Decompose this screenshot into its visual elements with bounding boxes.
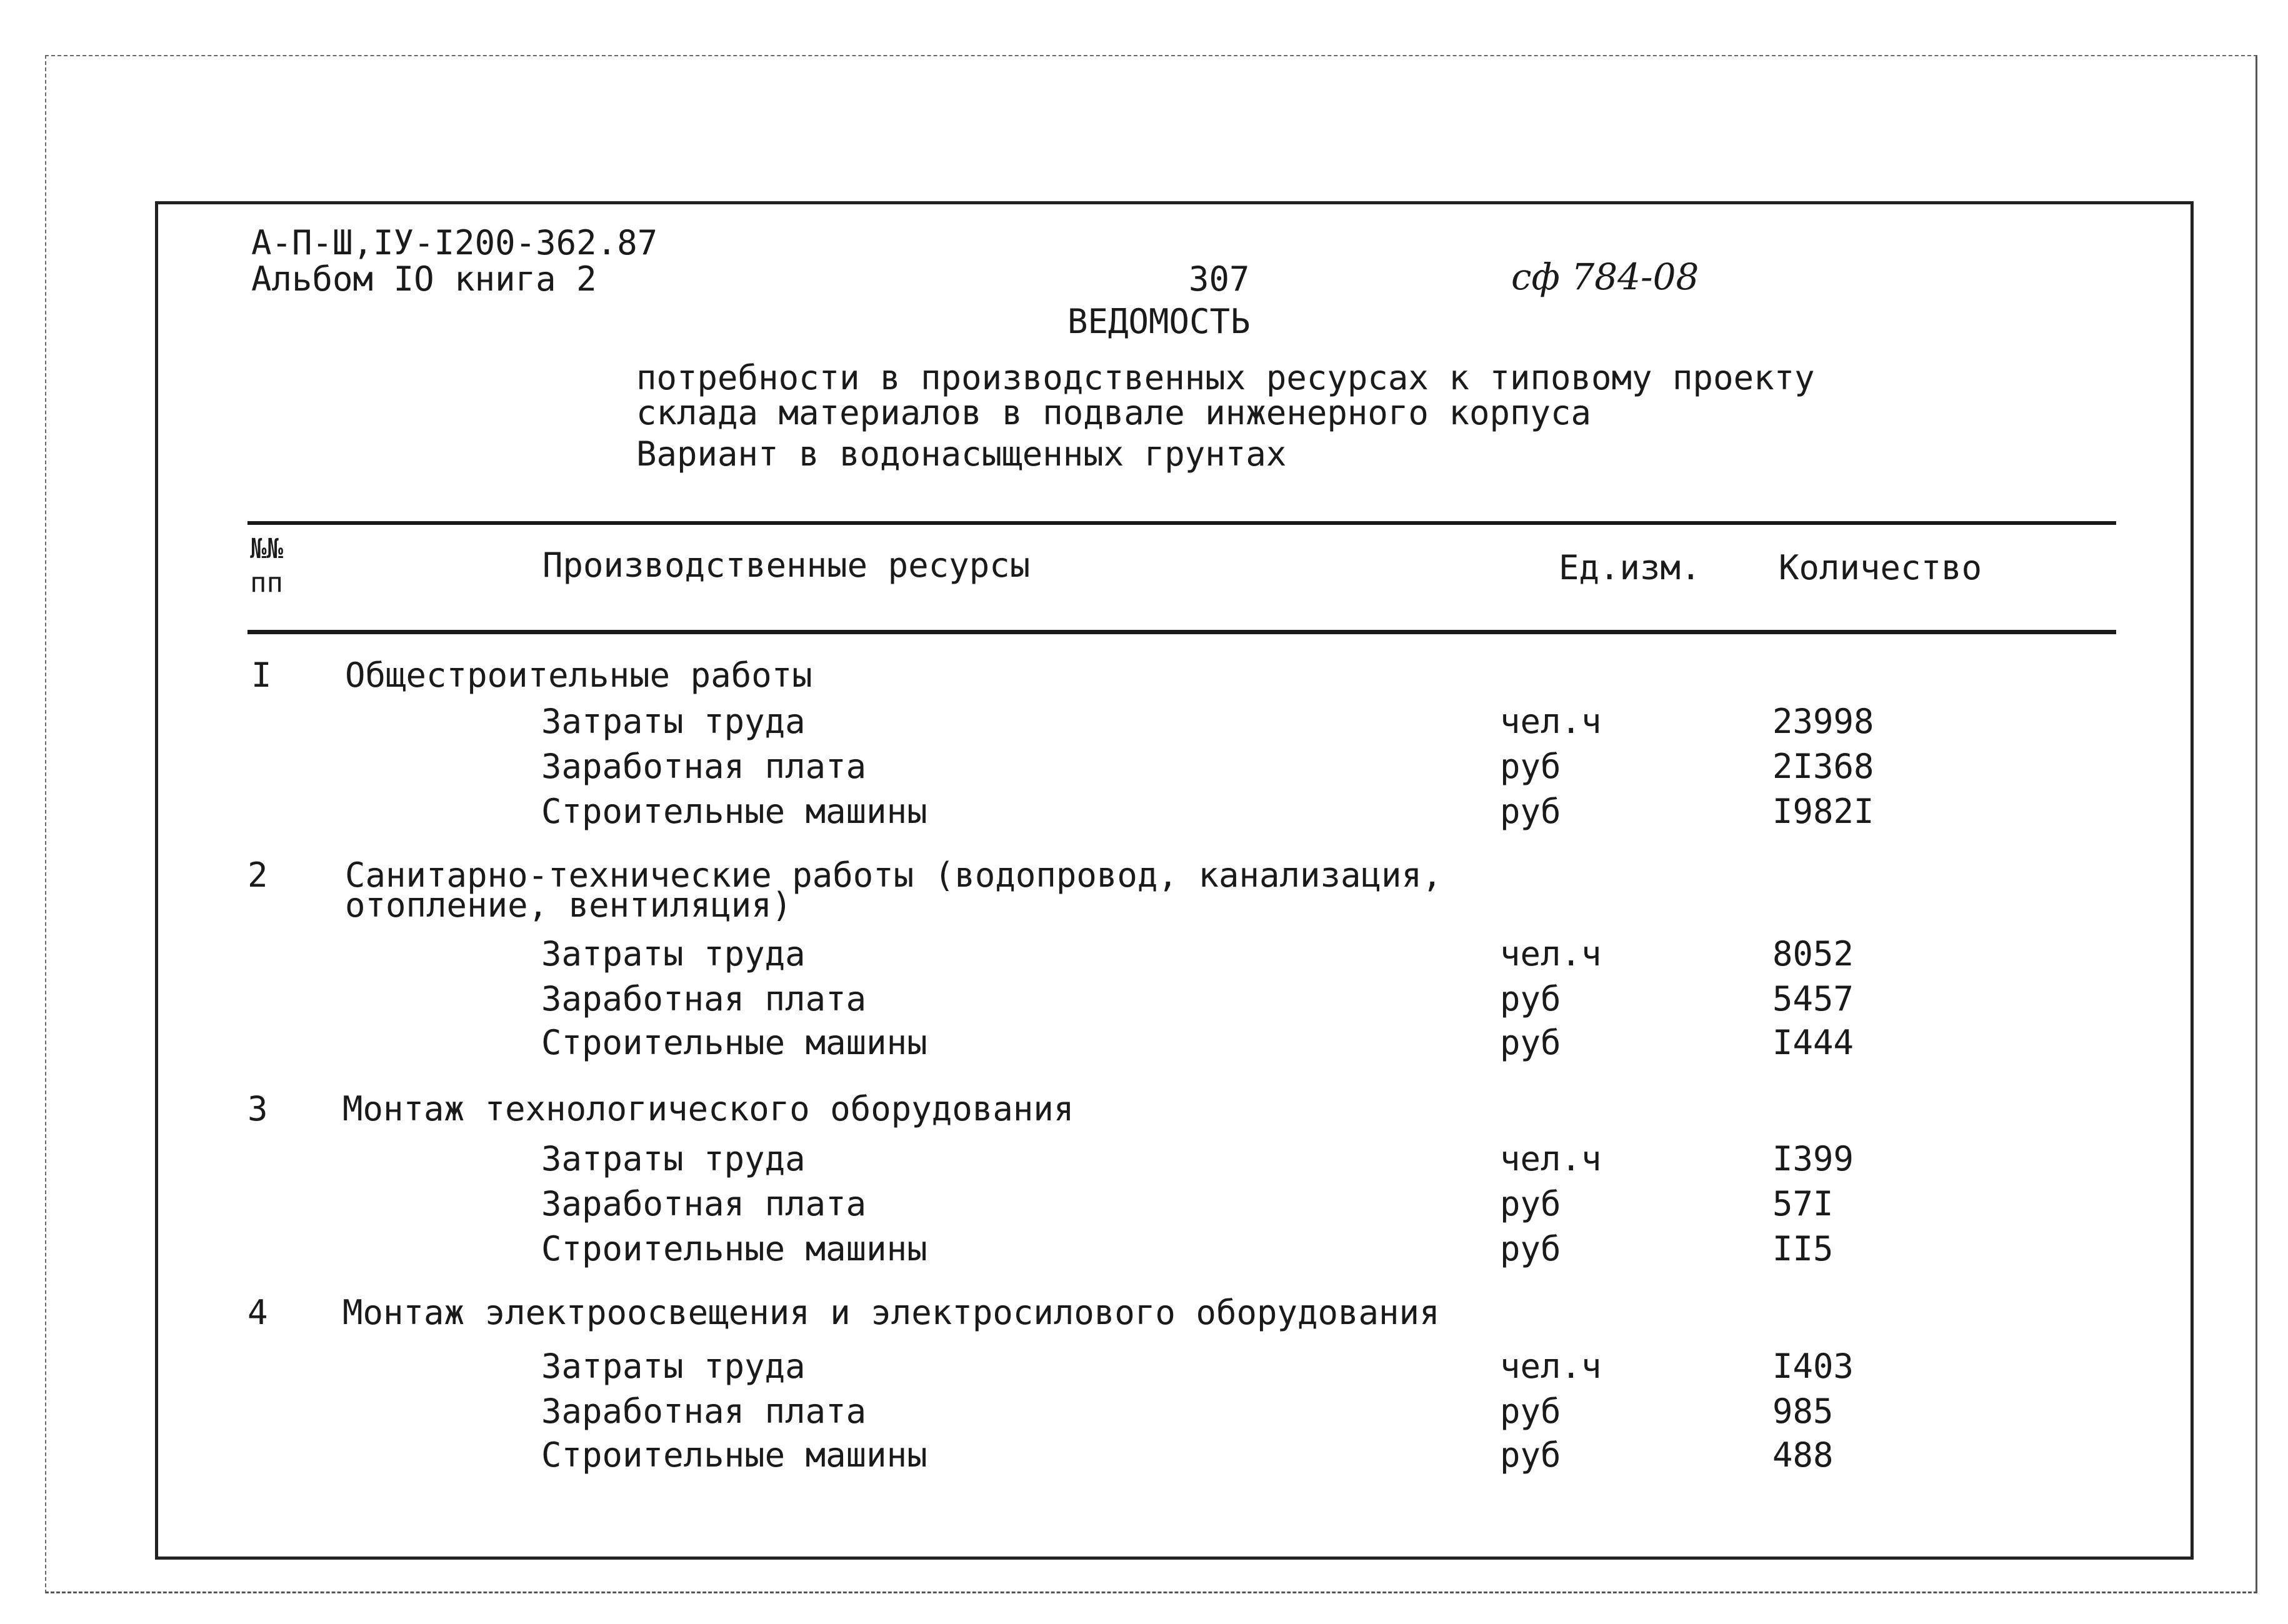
row-name: Затраты труда: [541, 1347, 806, 1386]
row-name: Строительные машины: [541, 1023, 927, 1062]
col-header-resources: Производственные ресурсы: [542, 545, 1031, 585]
title-line-2: склада материалов в подвале инженерного корпуса: [636, 393, 1592, 432]
row-name: Строительные машины: [541, 792, 927, 831]
row-unit: чел.ч: [1500, 934, 1602, 974]
row-qty: 8052: [1772, 934, 1854, 974]
row-unit: чел.ч: [1500, 1139, 1602, 1178]
row-unit: руб: [1500, 979, 1561, 1019]
section-title-cont: отопление, вентиляция): [345, 885, 792, 925]
table-header-rule: [247, 630, 2116, 634]
row-unit: чел.ч: [1500, 702, 1602, 741]
row-unit: руб: [1500, 1229, 1561, 1268]
col-header-quantity: Количество: [1779, 548, 1982, 587]
row-unit: руб: [1500, 1435, 1561, 1475]
table-top-rule: [247, 521, 2116, 525]
album-label: Альбом IO книга 2: [251, 259, 597, 299]
row-qty: II5: [1772, 1229, 1834, 1268]
row-name: Заработная плата: [541, 1184, 867, 1223]
row-name: Затраты труда: [541, 702, 806, 741]
section-title: Монтаж электроосвещения и электросилового оборудования: [342, 1293, 1440, 1332]
row-qty: I444: [1772, 1023, 1854, 1062]
col-header-number-line1: №№: [250, 533, 283, 565]
section-title: Монтаж технологического оборудования: [342, 1089, 1074, 1128]
row-unit: руб: [1500, 747, 1561, 786]
row-unit: руб: [1500, 1184, 1561, 1223]
row-unit: руб: [1500, 792, 1561, 831]
section-number: 2: [247, 855, 268, 895]
row-qty: I403: [1772, 1347, 1854, 1386]
row-name: Заработная плата: [541, 1392, 867, 1431]
page-number: 307: [1189, 259, 1250, 299]
row-unit: руб: [1500, 1023, 1561, 1062]
row-name: Строительные машины: [541, 1435, 927, 1475]
row-unit: чел.ч: [1500, 1347, 1602, 1386]
row-name: Строительные машины: [541, 1229, 927, 1268]
col-header-unit: Ед.изм.: [1559, 548, 1701, 587]
title-line-3: Вариант в водонасыщенных грунтах: [636, 434, 1287, 474]
row-name: Заработная плата: [541, 979, 867, 1019]
section-number: 4: [247, 1293, 268, 1332]
document-title: ВЕДОМОСТЬ: [1067, 302, 1251, 341]
row-name: Заработная плата: [541, 747, 867, 786]
row-qty: 5457: [1772, 979, 1854, 1019]
row-qty: 488: [1772, 1435, 1834, 1475]
doc-code: А-П-Ш,IУ-I200-362.87: [251, 223, 658, 262]
row-qty: 57I: [1772, 1184, 1834, 1223]
col-header-number-line2: пп: [250, 567, 283, 599]
section-number: I: [251, 655, 272, 695]
row-name: Затраты труда: [541, 1139, 806, 1178]
row-qty: 985: [1772, 1392, 1834, 1431]
row-unit: руб: [1500, 1392, 1561, 1431]
section-title: Санитарно-технические работы (водопровод, канализация,: [345, 855, 1442, 895]
row-qty: I399: [1772, 1139, 1854, 1178]
handwritten-stamp: сф 784-08: [1511, 256, 1699, 298]
row-qty: I982I: [1772, 792, 1874, 831]
row-qty: 23998: [1772, 702, 1874, 741]
title-line-1: потребности в производственных ресурсах к типовому проекту: [636, 358, 1815, 397]
row-name: Затраты труда: [541, 934, 806, 974]
section-title: Общестроительные работы: [345, 655, 812, 695]
section-number: 3: [247, 1089, 268, 1128]
row-qty: 2I368: [1772, 747, 1874, 786]
